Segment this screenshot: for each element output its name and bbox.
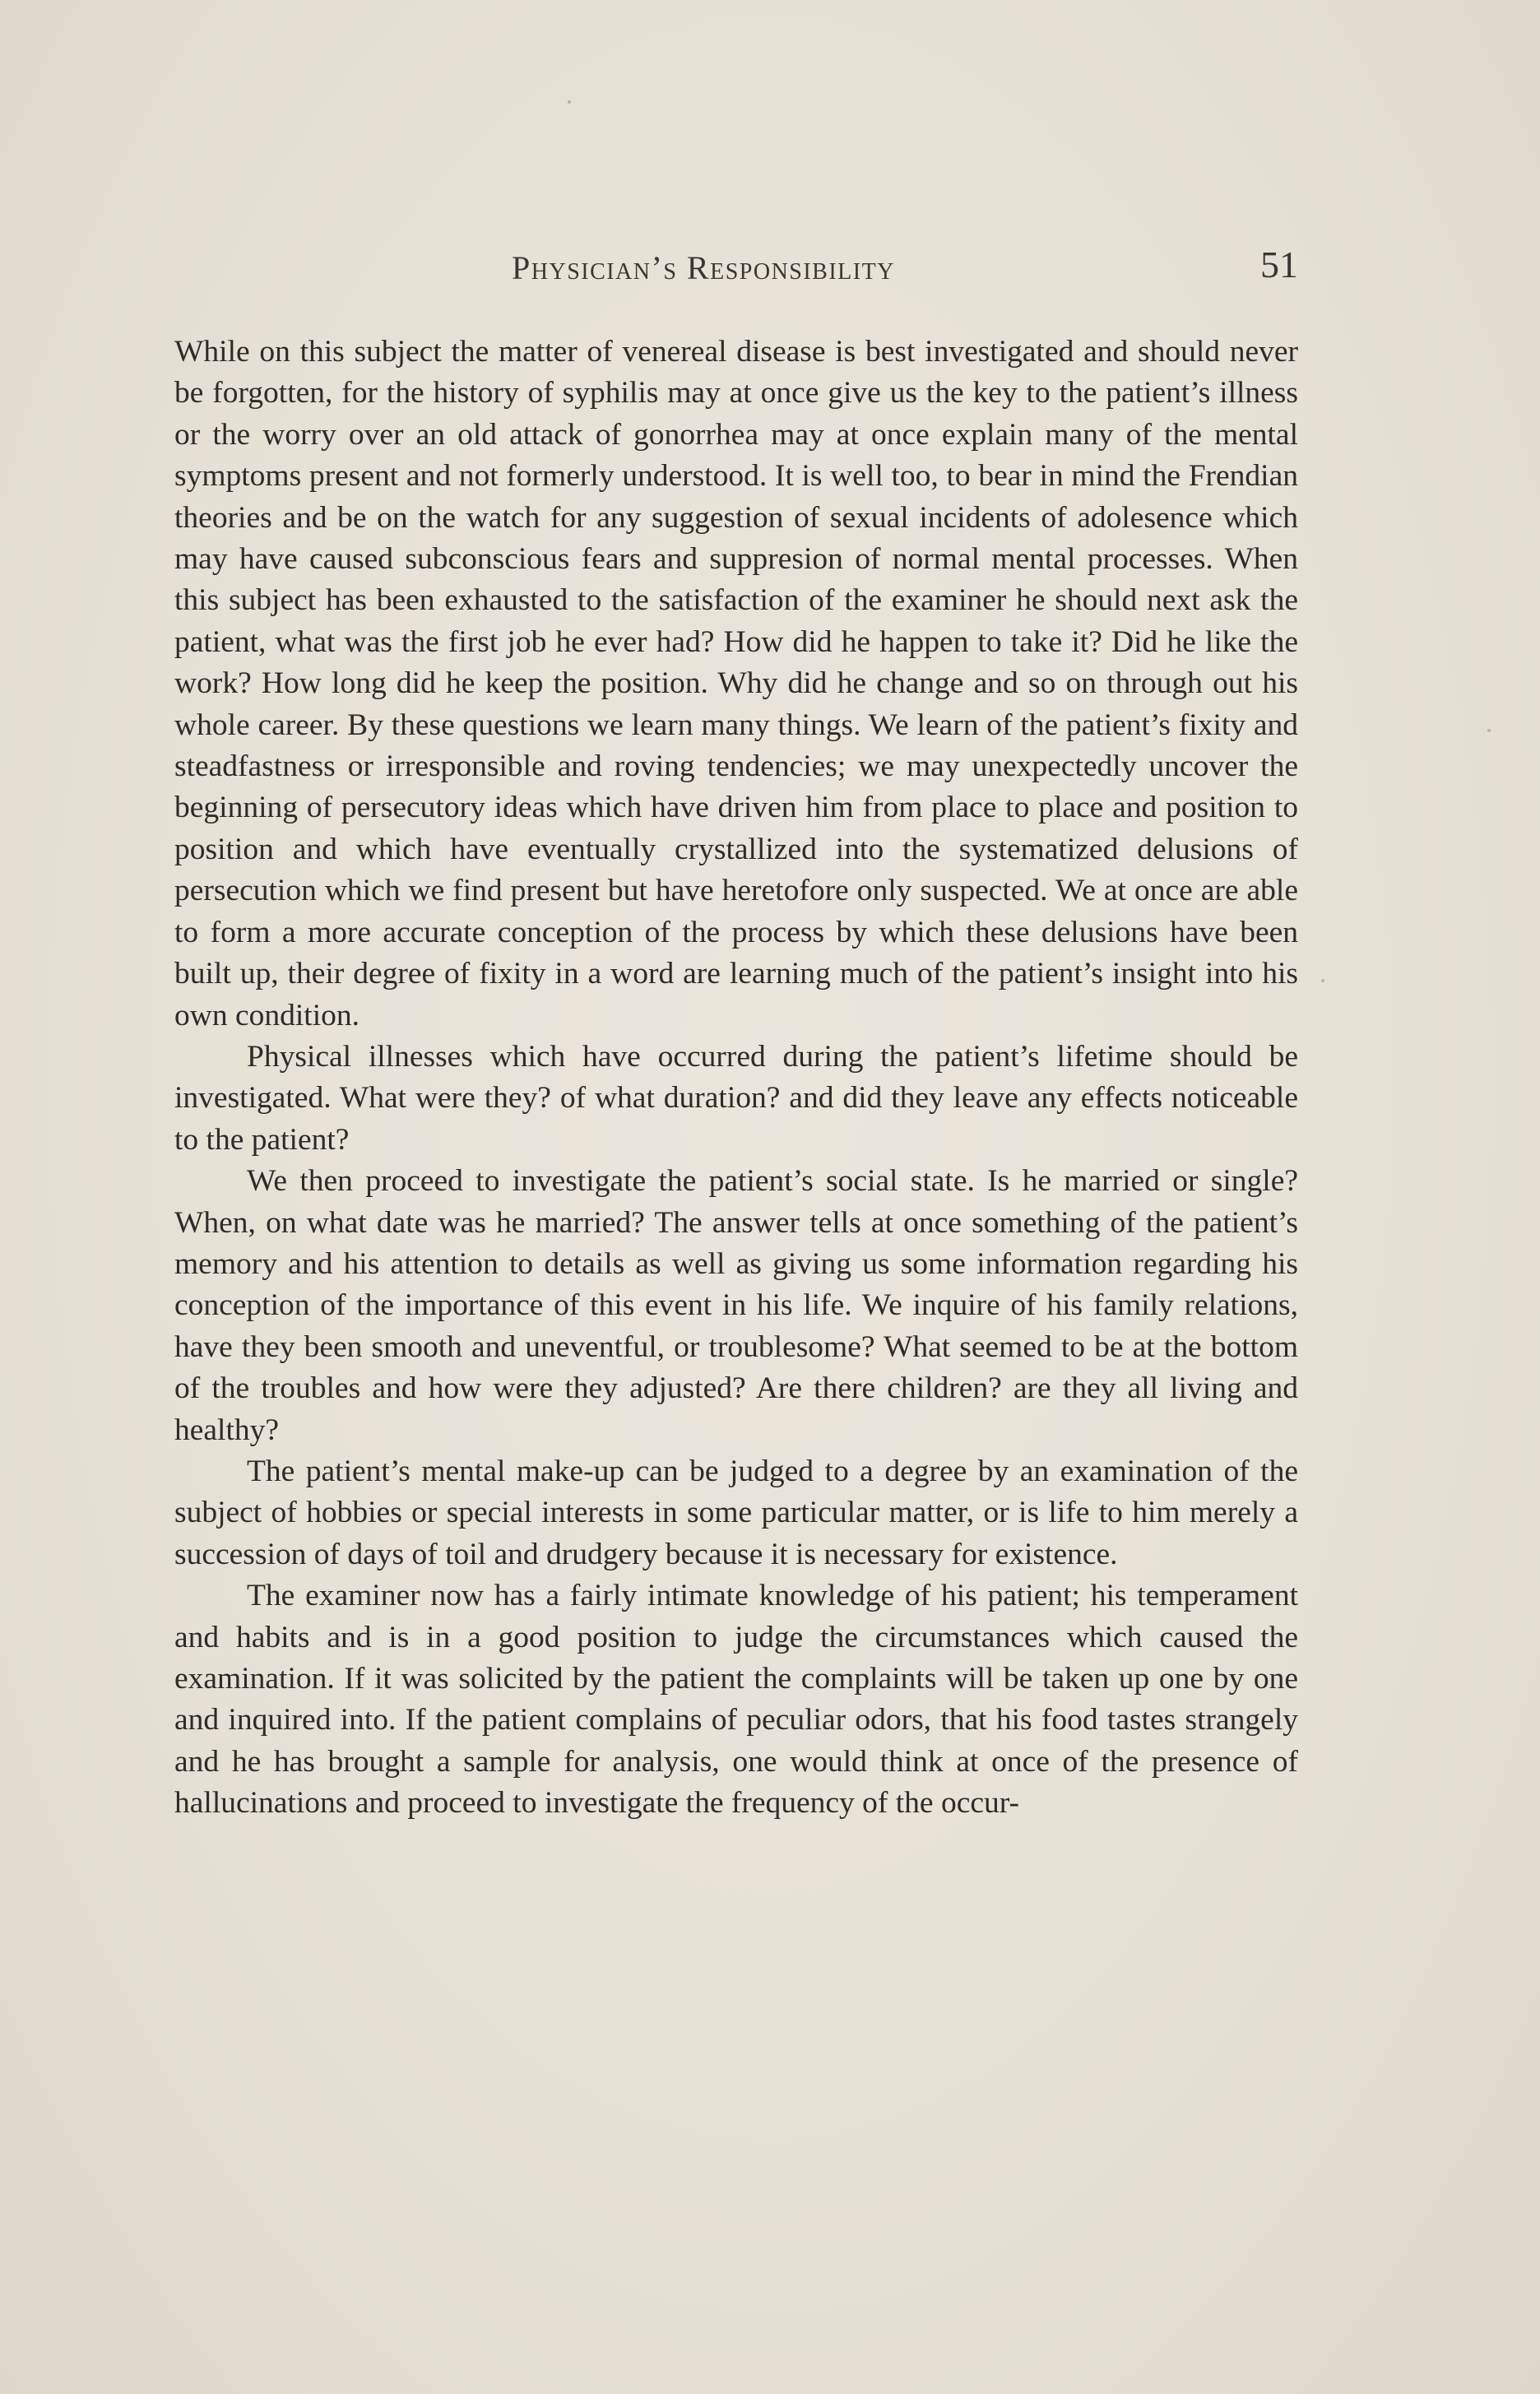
page-number: 51 xyxy=(1260,244,1298,285)
paragraph: We then proceed to investigate the patient’s social state. Is he married or single? When, on what date was he married? The answer tells at once something of the patient’s memory and his attention to details as well as giving us some information regarding his conception of the importance of this event in his life. We inquire of his family relations, have they been smooth and uneventful, or troublesome? What seemed to be at the bottom of the troubles and how were they adjusted? Are there children? are they all living and healthy? xyxy=(174,1164,1298,1447)
page-header xyxy=(174,245,1298,291)
paper-speck xyxy=(1487,729,1491,732)
paragraph: Physical illnesses which have occurred during the patient’s lifetime should be investigated. What were they? of what duration? and did they leave any effects noticeable to the patient? xyxy=(174,1039,1298,1157)
running-head: Physician’s Responsibility xyxy=(512,249,895,286)
body-text xyxy=(174,332,1298,1825)
paper-speck xyxy=(1321,979,1324,982)
paragraph: The patient’s mental make-up can be judged to a degree by an examination of the subject of hobbies or special interests in some particular matter, or is life to him merely a succession of days of toil and drudgery because it is necessary for existence. xyxy=(174,1454,1298,1571)
paragraph: The examiner now has a fairly intimate knowledge of his patient; his temperament and habits and is in a good position to judge the circumstances which caused the examination. If it was solicited by the patient the complaints will be taken up one by one and inquired into. If the patient complains of peculiar odors, that his food tastes strangely and he has brought a sample for analysis, one would think at once of the presence of hallucinations and proceed to investigate the frequency of the occur- xyxy=(174,1579,1298,1821)
paper-speck xyxy=(568,100,571,104)
paragraph: While on this subject the matter of venereal disease is best investigated and should never be forgotten, for the history of syphilis may at once give us the key to the patient’s illness or the worry over an old attack of gonorrhea may at once explain many of the mental symptoms present and not formerly understood. It is well too, to bear in mind the Frendian theories and be on the watch for any suggestion of sexual incidents of adolesence which may have caused subconscious fears and suppresion of normal mental processes. When this subject has been exhausted to the satisfaction of the examiner he should next ask the patient, what was the first job he ever had? How did he happen to take it? Did he like the work? How long did he keep the position. Why did he change and so on through out his whole career. By these questions we learn many things. We learn of the patient’s fixity and steadfastness or irresponsible and roving tendencies; we may unexpectedly uncover the beginning of persecutory ideas which have driven him from place to place and position to position and which have eventually crystallized into the systematized delusions of persecution which we find present but have heretofore only suspected. We at once are able to form a more accurate conception of the process by which these delusions have been built up, their degree of fixity in a word are learning much of the patient’s insight into his own condition. xyxy=(174,335,1298,1032)
